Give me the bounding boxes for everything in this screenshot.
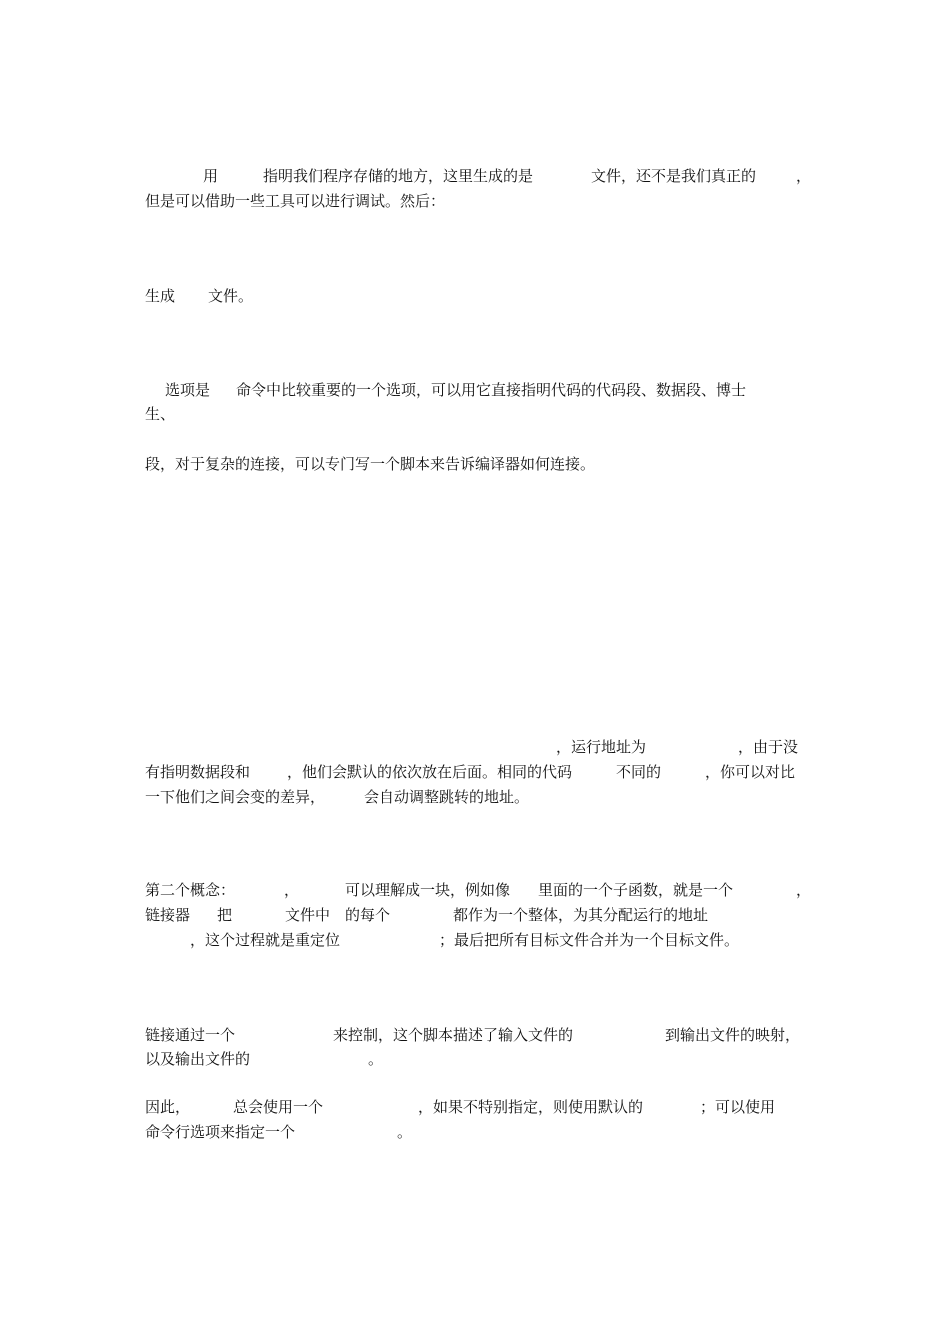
para6-line1: [0, 1025, 950, 1045]
para7-line1-seg2: 总会使用一个: [233, 1098, 324, 1116]
para7-line2-seg1: 命令行选项来指定一个: [145, 1123, 296, 1141]
para3-line3: 段，对于复杂的连接，可以专门写一个脚本来告诉编译器如何连接。: [145, 455, 596, 473]
para7-line1-seg4: ；可以使用: [700, 1098, 776, 1116]
para7-line1-seg1: 因此，: [145, 1098, 191, 1116]
para4-line2-seg1: 有指明数据段和: [145, 763, 251, 781]
para3-line1-seg2: 命令中比较重要的一个选项，可以用它直接指明代码的代码段、数据段、博士: [236, 381, 747, 399]
para6-line1-seg3: 到输出文件的映射，: [665, 1026, 801, 1044]
para7-line1-seg3: ，如果不特别指定，则使用默认的: [418, 1098, 644, 1116]
para1-line1-seg3: 文件，还不是我们真正的: [591, 167, 757, 185]
para4-line3: [0, 787, 950, 807]
para5-line1-seg4: 里面的一个子函数，就是一个: [538, 881, 734, 899]
para6-line2-seg1: 以及输出文件的: [145, 1050, 251, 1068]
para5-line2-seg1: 链接器: [145, 906, 191, 924]
para7-line2-seg2: 。: [397, 1123, 413, 1141]
para6-line1-seg2: 来控制，这个脚本描述了输入文件的: [333, 1026, 574, 1044]
para4-line3-seg2: 会自动调整跳转的地址。: [364, 788, 530, 806]
para1-line1-seg4: ，: [796, 167, 812, 185]
para4-line2: [0, 762, 950, 782]
para5-line2-seg5: 都作为一个整体，为其分配运行的地址: [453, 906, 709, 924]
para5-line2: [0, 905, 950, 925]
para5-line2-seg2: 把: [217, 906, 233, 924]
para1-line1: [0, 166, 950, 186]
para2-seg1: 生成: [145, 287, 176, 305]
para4-line2-seg3: 不同的: [616, 763, 662, 781]
para4-line1: [0, 737, 950, 757]
para4-line1-seg1: ，运行地址为: [556, 738, 647, 756]
para5-line1-seg3: 可以理解成一块，例如像: [345, 881, 511, 899]
para5-line3-seg1: ，这个过程就是重定位: [190, 931, 341, 949]
para1-line1-seg2: 指明我们程序存储的地方，这里生成的是: [263, 167, 534, 185]
para1-line2: 但是可以借助一些工具可以进行调试。然后：: [145, 192, 446, 210]
para4-line2-seg2: ，他们会默认的依次放在后面。相同的代码: [287, 763, 573, 781]
para3-line1-seg1: 选项是: [165, 381, 211, 399]
para5-line3: [0, 930, 950, 950]
para5-line1-seg1: 第二个概念：: [145, 881, 236, 899]
para5-line1-seg5: ，: [796, 881, 812, 899]
para6-line2: [0, 1049, 950, 1069]
para3-line2: 生、: [145, 405, 176, 423]
para5-line2-seg3: 文件中: [285, 906, 331, 924]
para2-line1: [0, 286, 950, 306]
para2-seg2: 文件。: [208, 287, 254, 305]
para5-line2-seg4: 的每个: [345, 906, 391, 924]
para6-line1-seg1: 链接通过一个: [145, 1026, 236, 1044]
para3-line1: [0, 380, 950, 400]
para1-line1-seg1: 用: [203, 167, 219, 185]
para7-line2: [0, 1122, 950, 1142]
para6-line2-seg2: 。: [368, 1050, 384, 1068]
para5-line3-seg2: ；最后把所有目标文件合并为一个目标文件。: [439, 931, 740, 949]
para4-line2-seg4: ，你可以对比: [705, 763, 796, 781]
para4-line3-seg1: 一下他们之间会变的差异，: [145, 788, 326, 806]
para4-line1-seg2: ，由于没: [738, 738, 799, 756]
para5-line1: [0, 880, 950, 900]
para7-line1: [0, 1097, 950, 1117]
para5-line1-seg2: ，: [284, 881, 300, 899]
